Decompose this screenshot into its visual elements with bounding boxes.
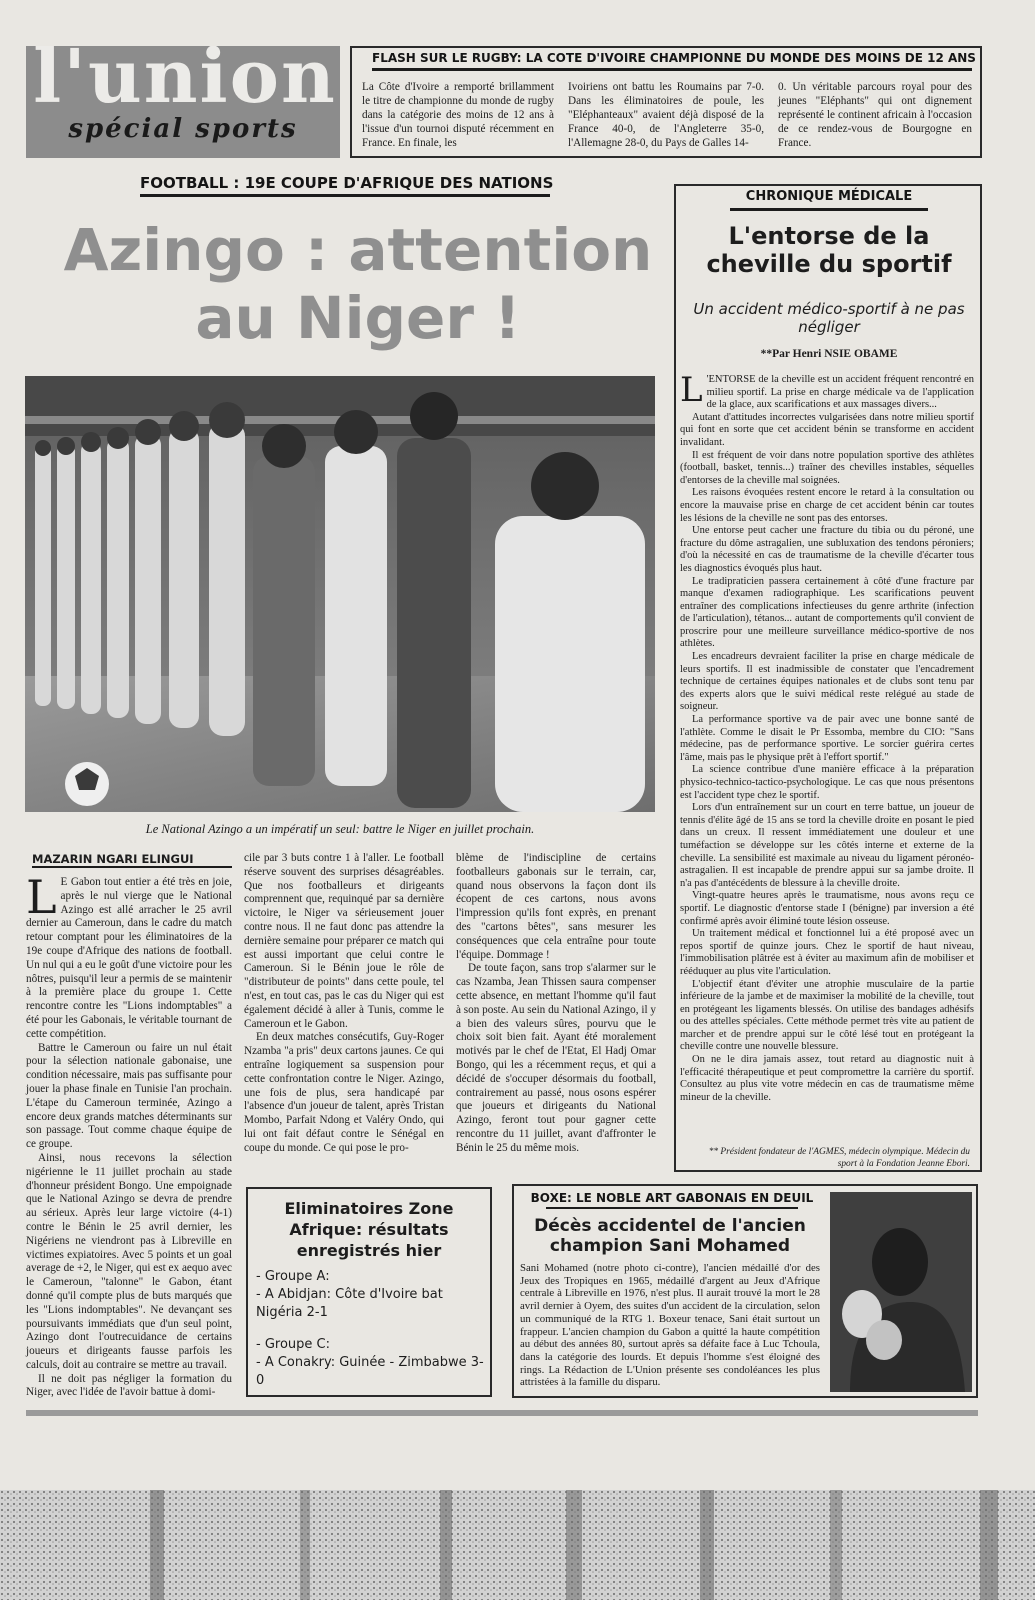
- rugby-rule: [372, 68, 972, 71]
- boxer-photo: [830, 1192, 972, 1392]
- boxer-photo-drawing: [830, 1192, 972, 1392]
- football-kicker: FOOTBALL : 19E COUPE D'AFRIQUE DES NATIONS: [140, 174, 554, 192]
- medical-para-11: Vingt-quatre heures après le traumatisme, nous avons reçu ce sportif. Le diagnostic d'entorse stade I (bénigne) par inversion a été confirmé après avoir éliminé toute lésion osseuse.: [680, 890, 974, 927]
- team-photo: [25, 376, 655, 812]
- medical-para-7: Les encadreurs devraient faciliter la prise en charge médicale de leurs sportifs. Il est inadmissible de constater que l'encadrement technique de certaines équipes nationales et de clubs sont tenu par des experts alors que le suivi médical reste relégué au stade de soigneur.: [680, 651, 974, 713]
- medical-para-9: La science contribue d'une manière efficace à la préparation physico-technico-tactico-psychologique. Le cas que nous présentons est l'accident type chez le sportif.: [680, 764, 974, 801]
- football-dropcap: L: [26, 870, 57, 924]
- boxe-kicker-rule: [546, 1207, 798, 1209]
- football-col1-para-4: Il ne doit pas négliger la formation du Niger, avec l'idée de l'avoir battue à domi-: [26, 1372, 232, 1399]
- results-group-c-result: - A Conakry: Guinée - Zimbabwe 3-0: [256, 1355, 484, 1388]
- rugby-col-3: 0. Un véritable parcours royal pour des jeunes "Eléphants" qui ont dignement représenté le continent africain à l'occasion de ce rendez-vous de Bourgogne en France.: [778, 81, 972, 149]
- medical-kicker-rule: [730, 208, 928, 211]
- scan-noise-drawing: [0, 1490, 1035, 1600]
- boxe-headline: Décès accidentel de l'ancien champion Sani Mohamed: [534, 1216, 806, 1256]
- results-list: [256, 1268, 484, 1390]
- medical-dropcap: L: [680, 370, 703, 410]
- rugby-kicker: FLASH SUR LE RUGBY: LA COTE D'IVOIRE CHAMPIONNE DU MONDE DES MOINS DE 12 ANS: [372, 51, 976, 65]
- football-col3-para-1: blème de l'indiscipline de certains footballeurs gabonais sur le terrain, car, quand nous observons la façon dont ils écopent de ces cartons, nous avons l'impression qu'ils font exprès, en prenant des "cartons bêtes", sans mesurer les conséquences que cela entraîne pour toute l'équipe. Dommage !: [456, 852, 656, 961]
- byline-rule: [32, 866, 232, 868]
- medical-para-5: Une entorse peut cacher une fracture du tibia ou du péroné, une fracture du dôme astragalien, une subluxation des tendons péroniers; d'où la nécessité en cas de traumatisme de la cheville d'écarter tous les diagnostics évoqués plus haut.: [680, 525, 974, 574]
- football-col-3: [456, 852, 656, 1156]
- football-col1-para-1: E Gabon tout entier a été très en joie, après le nul vierge que le National Azingo est allé arracher le 25 avril dernier au Cameroun, dans le cadre du match retour comptant pour les éliminatoires de la 19e coupe d'Afrique des nations de football. Un nul qui a eu le goût d'une victoire pour les nôtres, puisqu'il leur a permis de se maintenir à la première place du groupe 1. Cette rencontre contre les "Lions indomptables" a été pour les Gabonais, le véritable tournant de cette compétition.: [26, 876, 232, 1040]
- medical-para-10: Lors d'un entraînement sur un court en terre battue, un joueur de tennis d'élite âgé de 15 ans se tord la cheville droite en posant le pied dans un creux. Il ressent immédiatement une douleur et une tuméfaction se développe sur les côtés interne et externe de la cheville. La sensibilité est maximale au niveau du ligament péronéo-astragalien. Il est incapable de prendre appui sur sa jambe droite. Il n'a pas d'antécédents de blessure à la cheville droite.: [680, 802, 974, 889]
- medical-byline: **Par Henri NSIE OBAME: [760, 348, 898, 360]
- football-col1-para-3: Ainsi, nous recevons la sélection nigérienne le 11 juillet prochain au stade d'honneur président Bongo. Une empoignade que le National Azingo se devra de prendre au sérieux. Après leur large victoire (4-1) contre le Bénin le 25 avril dernier, les Nigériens ne viendront pas à Libreville en victimes expiatoires. Avec 5 points et un goal average de +2, le Niger, qui est ex aequo avec le Cameroun, "talonne" le Gabon, étant donné qu'il compte plus de buts marqués que les "Lions indomptables". Ne devançant ses poursuivants immédiats que d'un seul point, Azingo dont l'outrecuidance de certains joueurs et dirigeants fausse parfois les calculs, doit au contraire se mettre au travail.: [26, 1151, 232, 1371]
- team-photo-drawing: [25, 376, 655, 812]
- football-byline: MAZARIN NGARI ELINGUI: [32, 852, 194, 866]
- medical-footnote: ** Président fondateur de l'AGMES, médecin olympique. Médecin du sport à la Fondation Jeanne Ebori.: [708, 1147, 970, 1169]
- football-col2-para-1: cile par 3 buts contre 1 à l'aller. Le football réserve souvent des surprises désagréables. Que nos footballeurs et dirigeants comprennent que, requinqué par sa dernière victoire, le Niger va sérieusement jouer contre nous. Il ne faut donc pas attendre la dernière semaine pour préparer ce match qui est aussi important que celui contre le Cameroun. Si le Bénin joue le rôle de "distributeur de points" dans cette poule, tel n'est, en tout cas, pas le cas du Niger qui est également décidé à aller à Tunis, comme le Cameroun et le Gabon.: [244, 852, 444, 1030]
- football-headline: [48, 216, 668, 352]
- medical-para-13: L'objectif étant d'éviter une atrophie musculaire de la partie inférieure de la jambe et de maximiser la mobilité de la cheville, tout en protégeant les ligaments blessés. On utilise des bandages adhésifs ou des attelles spéciales. Cette méthode permet très vite au patient de marcher et de prendre appui sur le côté lésé tout en protégeant la cheville contre une nouvelle blessure.: [680, 978, 974, 1053]
- boxe-kicker: BOXE: LE NOBLE ART GABONAIS EN DEUIL: [530, 1191, 814, 1205]
- football-col2-para-2: En deux matches consécutifs, Guy-Roger Nzamba "a pris" deux cartons jaunes. Ce qui entraîne logiquement sa suspension pour cette confrontation contre le Niger. Azingo, une fois de plus, sera handicapé par l'absence d'un joueur de talent, après Tristan Mombo, Parfait Ndong et Valéry Ondo, qui lui ont fait défaut contre le Sénégal en coupe du monde. Ce qui pose le pro-: [244, 1031, 444, 1154]
- football-col-1: [26, 870, 232, 1400]
- medical-para-1: 'ENTORSE de la cheville est un accident fréquent rencontré en milieu sportif. La prise en charge médicale va de l'application de la glace, aux scarifications et aux massages divers...: [706, 374, 974, 411]
- medical-para-4: Les raisons évoquées restent encore le retard à la consultation ou encore la mauvaise prise en charge de cet accident bénin car toutes les lésions de la cheville ne sont pas des entorses.: [680, 487, 974, 524]
- scan-noise: [0, 1490, 1035, 1600]
- rugby-col-2: Ivoiriens ont battu les Roumains par 7-0. Dans les éliminatoires de poule, les "Eléphanteaux" avaient déjà disposé de la France 40-0, de l'Angleterre 35-0, l'Allemagne 28-0, du Pays de Galles 14-: [568, 81, 764, 149]
- medical-para-14: On ne le dira jamais assez, tout retard au diagnostic nuit à l'efficacité thérapeutique et peut compromettre la carrière du sportif. Consultez au plus vite votre médecin en cas de traumatisme même mineur de la cheville.: [680, 1054, 974, 1103]
- headline-line-1: Azingo : attention: [63, 216, 653, 284]
- medical-headline: L'entorse de la cheville du sportif: [706, 222, 952, 278]
- masthead-title: l'union: [33, 46, 337, 120]
- medical-para-12: Un traitement médical et fonctionnel lui a été proposé avec un repos sportif de quinze jours. Chez le sportif de haut niveau, l'immobilisation plâtrée est à éviter au maximum afin de mobiliser et rééduquer au plus vite l'articulation.: [680, 928, 974, 977]
- rugby-col-1: La Côte d'Ivoire a remporté brillamment le titre de championne du monde de rugby dans la catégorie des moins de 12 ans à l'issue d'un tournoi disputé récemment en France. En finale, les: [362, 81, 554, 149]
- results-group-a-result: - A Abidjan: Côte d'Ivoire bat Nigéria 2-1: [256, 1287, 443, 1320]
- football-col1-para-2: Battre le Cameroun ou faire un nul était pour la sélection nationale gabonaise, une condition nécessaire, mais pas suffisante pour jouer la phase finale en Tunisie l'an prochain. L'étape du Cameroun terminée, Azingo a encore deux grands matches déterminants sur son passage. Tout comme chaque équipe de ce groupe.: [26, 1041, 232, 1151]
- medical-para-8: La performance sportive va de pair avec une bonne santé de l'athlète. Comme le disait le Pr Essomba, membre du CIO: "Sans médecine, pas de performance sportive. Le sorcier guérira certes l'âme, mais pas le physique prêt à l'effort sportif.": [680, 714, 974, 763]
- medical-body: [680, 370, 974, 1104]
- medical-kicker: CHRONIQUE MÉDICALE: [745, 189, 913, 204]
- masthead: [26, 46, 340, 158]
- football-kicker-rule: [140, 194, 550, 197]
- photo-caption: Le National Azingo a un impératif un seul: battre le Niger en juillet prochain.: [145, 822, 535, 836]
- results-group-c: - Groupe C:: [256, 1337, 330, 1352]
- football-col3-para-2: De toute façon, sans trop s'alarmer sur le cas Nzamba, Jean Thissen saura compenser cette absence, en mettant l'homme qu'il faut à son poste. Au sein du National Azingo, il y a bien des valeurs sûres, pourvu que le choix soit bien fait. Ayant été moralement motivés par le chef de l'Etat, El Hadj Omar Bongo, qui les a récemment reçus, et qui a décidé de s'occuper désormais du football, contrairement au passé, nous osons espérer que joueurs et dirigeants du National Azingo, feront tout pour gagner cette rencontre du 11 juillet, avant d'affronter le Bénin le 25 du même mois.: [456, 962, 656, 1154]
- medical-para-6: Le tradipraticien passera certainement à côté d'une fracture par manque d'examen radiographique. Les scarifications peuvent entraîner des complications infectieuses du genre arthrite (infection de l'articulation), tétanos... autant de comportements qu'il convient de proscrire pour une meilleure surveillance médico-sportive de nos athlètes.: [680, 575, 974, 650]
- football-col-2: [244, 852, 444, 1156]
- results-title: Eliminatoires Zone Afrique: résultats enregistrés hier: [284, 1199, 454, 1260]
- headline-line-2: au Niger !: [195, 284, 521, 352]
- bottom-rule: [26, 1410, 978, 1416]
- boxe-body: Sani Mohamed (notre photo ci-contre), l'ancien médaillé d'or des Jeux des Tropiques en 1965, médaillé d'argent au Jeux d'Afrique centrale à Libreville en 1976, n'est plus. Il aurait trouvé la mort le 28 avril dernier à Oyem, des suites d'un accident de la circulation, selon un communiqué de la RTG 1. Boxeur tenace, Sani était surtout un frappeur. L'ancien champion du Gabon a quitté la haute compétition au début des années 80, surtout après sa défaite face à Luc Tchoula, dans la catégorie des lourds. Et depuis l'homme s'est éloigné des rings. La Rédaction de L'Union présente ses condoléances les plus attristées à la famille du disparu.: [520, 1262, 820, 1389]
- masthead-subtitle: spécial sports: [68, 114, 298, 144]
- medical-para-3: Il est fréquent de voir dans notre population sportive des athlètes (football, basket, tennis...) traîner des chevilles instables, séquelles d'entorses de la cheville mal soignées.: [680, 449, 974, 486]
- medical-para-2: Autant d'attitudes incorrectes vulgarisées dans notre milieu sportif qui font en sorte que cet accident bénin se transforme en accident invalidant.: [680, 411, 974, 448]
- medical-subhead: Un accident médico-sportif à ne pas négliger: [693, 300, 965, 336]
- results-group-a: - Groupe A:: [256, 1269, 330, 1284]
